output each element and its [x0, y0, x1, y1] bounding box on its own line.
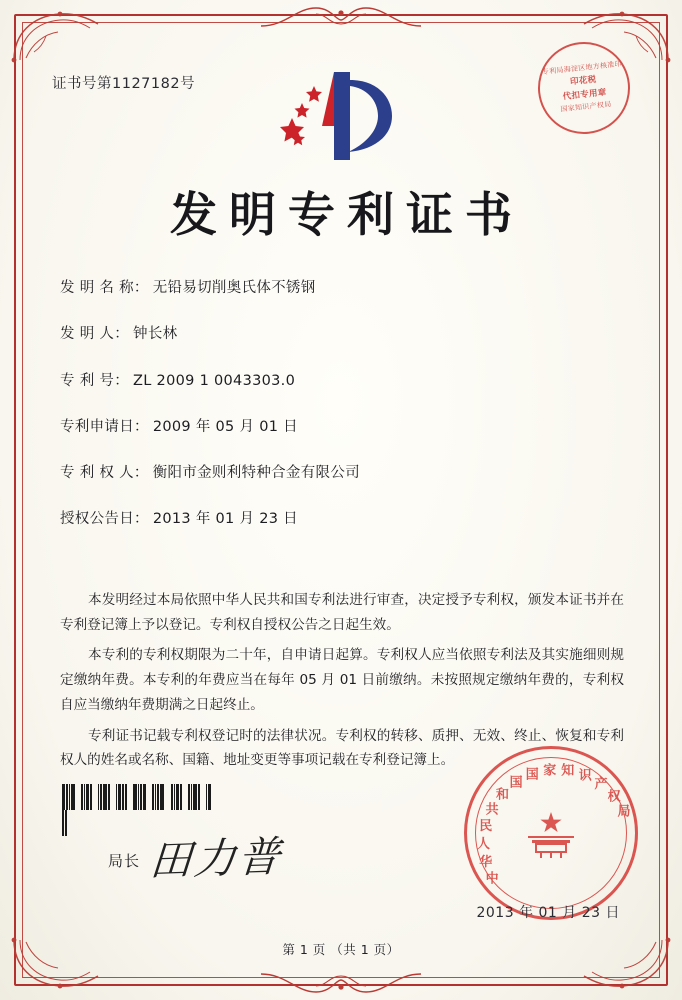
page-footer: 第 1 页 （共 1 页） — [282, 942, 400, 957]
national-seal-text: 中 华 人 民 共 和 国 国 家 知 识 产 权 局 — [477, 763, 631, 887]
field-label: 发 明 名 称： — [60, 280, 149, 296]
field-value: ZL 2009 1 0043303.0 — [133, 372, 296, 389]
field-label: 专 利 号： — [60, 372, 130, 389]
field-row — [60, 324, 622, 344]
corner-flourish-icon — [10, 8, 102, 64]
field-value: 衡阳市金则利特种合金有限公司 — [152, 465, 360, 482]
field-row — [60, 371, 622, 391]
body-paragraph: 本专利的专利权期限为二十年，自申请日起算。专利权人应当依照专利法及其实施细则规定缴纳年费。本专利的年费应当在每年 05 月 01 日前缴纳。未按照规定缴纳年费的，专利权自应当缴纳年费期满之日起终止。 — [60, 647, 624, 713]
field-value: 无铅易切削奥氏体不锈钢 — [152, 280, 316, 296]
tax-stamp-arc-bottom: 国家知识产权局 — [560, 100, 612, 114]
barcode — [62, 784, 212, 810]
field-row — [60, 509, 622, 529]
field-label: 授权公告日： — [60, 511, 149, 528]
ornament-bottom-icon — [256, 970, 426, 996]
tax-stamp-middle2: 代扣专用章 — [562, 87, 608, 102]
field-label: 发 明 人： — [60, 326, 130, 343]
body-paragraph: 本发明经过本局依照中华人民共和国专利法进行审查，决定授予专利权，颁发本证书并在专利登记簿上予以登记。专利权自授权公告之日起生效。 — [60, 592, 624, 633]
sipo-logo-icon — [262, 60, 402, 170]
director-signature: 田力普 — [147, 831, 284, 886]
field-value: 2013 年 01 月 23 日 — [152, 511, 298, 528]
ornament-top-icon — [256, 4, 426, 30]
director-label: 局长 — [108, 852, 141, 870]
national-seal — [464, 746, 638, 920]
field-value: 钟长林 — [133, 326, 178, 343]
field-row — [60, 278, 622, 298]
tax-stamp-middle: 印花税 — [569, 74, 597, 88]
field-value: 2009 年 05 月 01 日 — [152, 418, 298, 435]
field-row — [60, 463, 622, 483]
field-label: 专 利 权 人： — [60, 465, 149, 482]
tax-stamp-arc-top: 专利局海淀区地方核准印 — [541, 60, 623, 77]
page-title: 发明专利证书 — [170, 188, 524, 243]
certificate-fields — [60, 278, 622, 556]
field-label: 专利申请日： — [60, 418, 149, 435]
body-paragraph: 专利证书记载专利权登记时的法律状况。专利权的转移、质押、无效、终止、恢复和专利权人的姓名或名称、国籍、地址变更等事项记载在专利登记簿上。 — [60, 727, 624, 769]
field-row — [60, 417, 622, 437]
certificate-number: 证书号第1127182号 — [52, 76, 196, 92]
seal-date: 2013 年 01 月 23 日 — [476, 905, 620, 921]
